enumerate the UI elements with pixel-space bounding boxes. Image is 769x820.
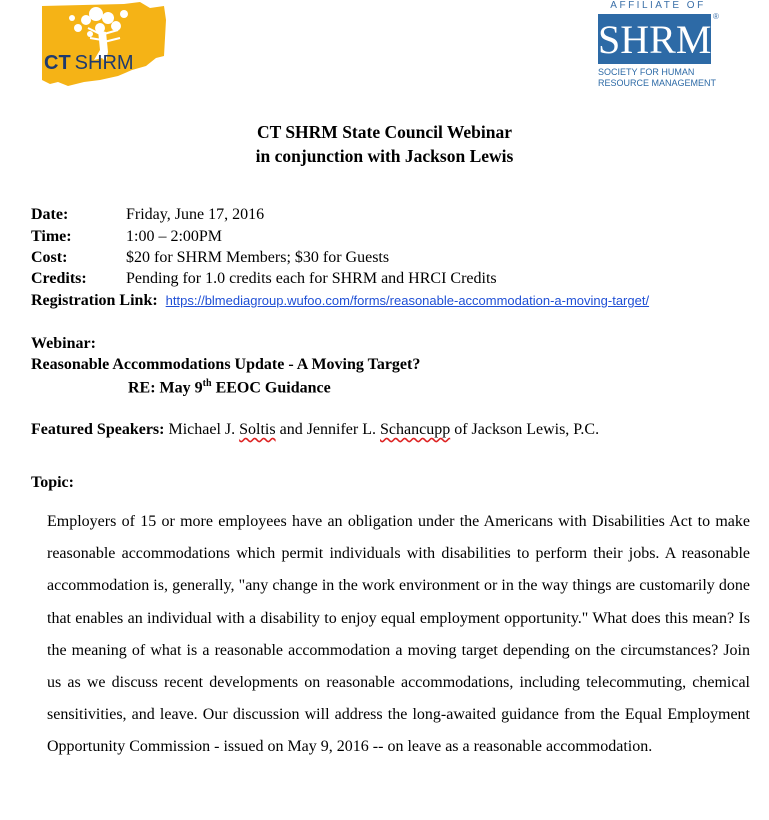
webinar-re-prefix: RE: May 9 — [128, 379, 203, 397]
page-title-line-1: CT SHRM State Council Webinar — [256, 122, 513, 142]
cost-value: $20 for SHRM Members; $30 for Guests — [126, 249, 390, 266]
connecticut-tree-logo-icon — [28, 0, 168, 90]
ct-shrm-logo — [28, 0, 168, 90]
registration-link[interactable]: https://blmediagroup.wufoo.com/forms/reasonable-accommodation-a-moving-target/ — [165, 293, 650, 308]
credits-value: Pending for 1.0 credits each for SHRM and HRCI Credits — [126, 270, 497, 287]
shrm-affiliate-logo — [596, 0, 726, 95]
topic-label: Topic: — [31, 474, 74, 491]
webinar-re-suffix: EEOC Guidance — [211, 379, 331, 397]
webinar-title: Reasonable Accommodations Update - A Moving Target? — [31, 356, 421, 373]
speakers-text-1: Michael J. — [168, 421, 240, 438]
shrm-subtitle-line-1: SOCIETY FOR HUMAN — [598, 67, 695, 77]
date-row — [31, 206, 264, 224]
registration-label: Registration Link: — [31, 292, 158, 309]
speakers-text-3: of Jackson Lewis, P.C. — [450, 421, 600, 438]
speaker-name-2: Schancupp — [380, 421, 451, 438]
credits-label: Credits: — [31, 270, 87, 287]
featured-speakers-label: Featured Speakers: — [31, 421, 165, 438]
registration-row — [31, 292, 649, 310]
shrm-subtitle-line-2: RESOURCE MANAGEMENT — [598, 78, 717, 88]
page-title-line-2: in conjunction with Jackson Lewis — [255, 146, 514, 166]
credits-row — [31, 270, 497, 288]
date-value: Friday, June 17, 2016 — [126, 206, 265, 223]
cost-label: Cost: — [31, 249, 68, 266]
time-row — [31, 228, 222, 246]
speaker-name-1: Soltis — [239, 421, 276, 438]
affiliate-of-text: AFFILIATE OF — [610, 0, 706, 11]
ct-shrm-logo-text — [44, 52, 134, 75]
webinar-label: Webinar: — [31, 335, 96, 352]
shrm-subtitle — [598, 67, 722, 89]
logo-ct-text: CT — [44, 52, 71, 74]
logo-shrm-text: SHRM — [74, 52, 134, 74]
topic-body: Employers of 15 or more employees have an obligation under the Americans with Disabilities Act to make reasonable accommodations which permit individuals with disabilities to perform their jobs. A reasonable accommodation is, generally, "any change in the work environment or in the way things are customarily done that enables an individual with a disability to enjoy equal employment opportunity." What does this mean? Is the meaning of what is a reasonable accommodation a moving target depending on the circumstances? Join us as we discuss recent developments on reasonable accommodations, including telecommuting, chemical sensitivities, and leave. Our discussion will address the long-awaited guidance from the Equal Employment Opportunity Commission - issued on May 9, 2016 -- on leave as a reasonable accommodation. — [47, 513, 750, 756]
speakers-text-2: and Jennifer L. — [275, 421, 380, 438]
time-label: Time: — [31, 228, 72, 245]
registered-mark: ® — [713, 12, 719, 21]
shrm-wordmark: SHRM — [598, 14, 711, 64]
cost-row — [31, 249, 389, 267]
featured-speakers-row — [31, 421, 599, 439]
time-value: 1:00 – 2:00PM — [126, 228, 223, 245]
webinar-re-superscript: th — [202, 378, 212, 389]
webinar-re-line — [128, 378, 331, 397]
date-label: Date: — [31, 206, 69, 223]
